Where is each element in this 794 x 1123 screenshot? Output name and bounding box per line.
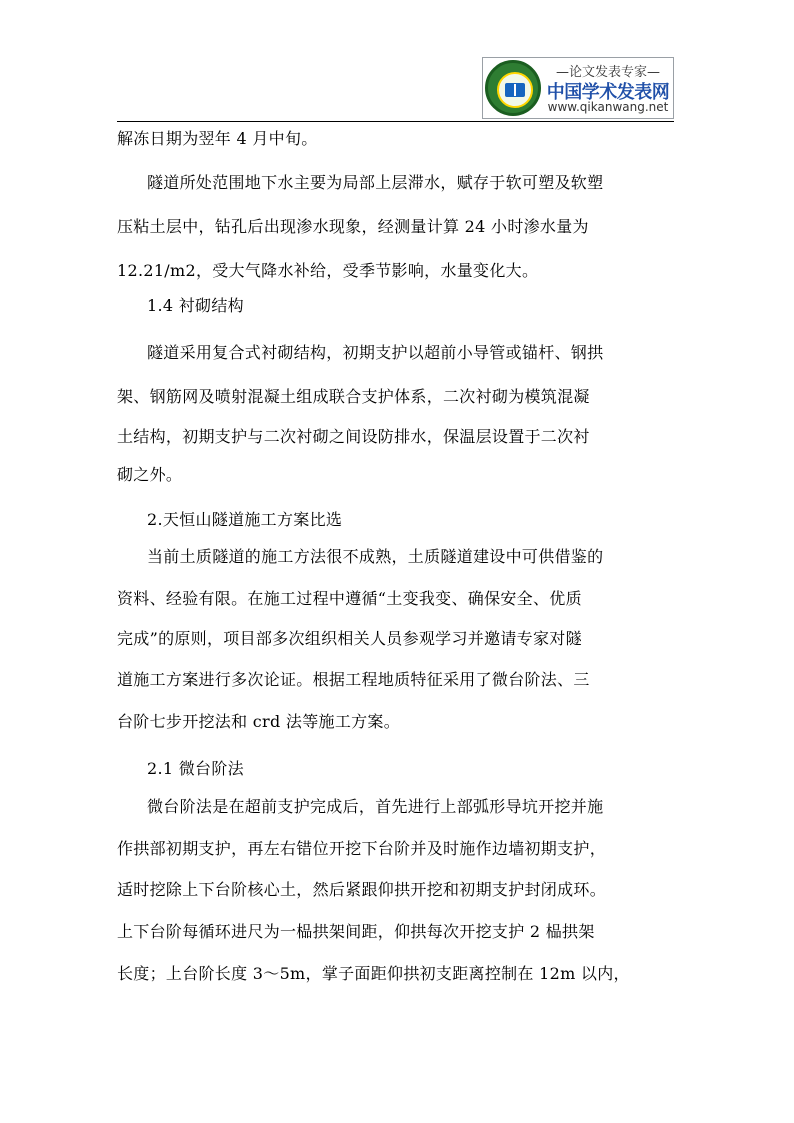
body-line: 作拱部初期支护，再左右错位开挖下台阶并及时施作边墙初期支护，	[117, 839, 607, 858]
section-heading: 2.天恒山隧道施工方案比选	[147, 510, 343, 529]
body-line: 台阶七步开挖法和 crd 法等施工方案。	[117, 712, 401, 731]
section-heading: 1.4 衬砌结构	[147, 296, 244, 315]
paragraph-start-line: 隧道采用复合式衬砌结构，初期支护以超前小导管或锚杆、钢拱	[147, 343, 604, 362]
body-line: 架、钢筋网及喷射混凝土组成联合支护体系，二次衬砌为模筑混凝	[117, 387, 590, 406]
body-line: 道施工方案进行多次论证。根据工程地质特征采用了微台阶法、三	[117, 670, 590, 689]
book-icon	[505, 83, 525, 97]
header-divider	[117, 121, 674, 122]
body-line: 土结构，初期支护与二次衬砌之间设防排水，保温层设置于二次衬	[117, 427, 590, 446]
logo-seal-inner	[497, 72, 533, 108]
site-logo[interactable]	[482, 57, 674, 119]
logo-url: www.qikanwang.net	[547, 100, 669, 114]
body-line: 完成”的原则，项目部多次组织相关人员参观学习并邀请专家对隧	[117, 629, 582, 648]
body-line: 上下台阶每循环进尺为一榀拱架间距，仰拱每次开挖支护 2 榀拱架	[117, 922, 595, 941]
body-line: 压粘土层中，钻孔后出现渗水现象，经测量计算 24 小时渗水量为	[117, 217, 589, 236]
body-line: 12.21/m2，受大气降水补给，受季节影响，水量变化大。	[117, 261, 539, 280]
paragraph-start-line: 当前土质隧道的施工方法很不成熟，土质隧道建设中可供借鉴的	[147, 547, 604, 566]
logo-tagline: —论文发表专家—	[555, 65, 660, 80]
paragraph-start-line: 微台阶法是在超前支护完成后，首先进行上部弧形导坑开挖并施	[147, 797, 604, 816]
logo-site-name: 中国学术发表网	[546, 82, 670, 103]
body-line: 砌之外。	[117, 465, 183, 484]
paragraph-start-line: 隧道所处范围地下水主要为局部上层滞水，赋存于软可塑及软塑	[147, 173, 604, 192]
body-line: 解冻日期为翌年 4 月中旬。	[117, 129, 318, 148]
body-line: 资料、经验有限。在施工过程中遵循“土变我变、确保安全、优质	[117, 589, 582, 608]
section-heading: 2.1 微台阶法	[147, 759, 244, 778]
body-line: 长度；上台阶长度 3～5m，掌子面距仰拱初支距离控制在 12m 以内，	[117, 964, 630, 983]
body-line: 适时挖除上下台阶核心土，然后紧跟仰拱开挖和初期支护封闭成环。	[117, 880, 607, 899]
logo-seal-emblem	[485, 60, 541, 116]
